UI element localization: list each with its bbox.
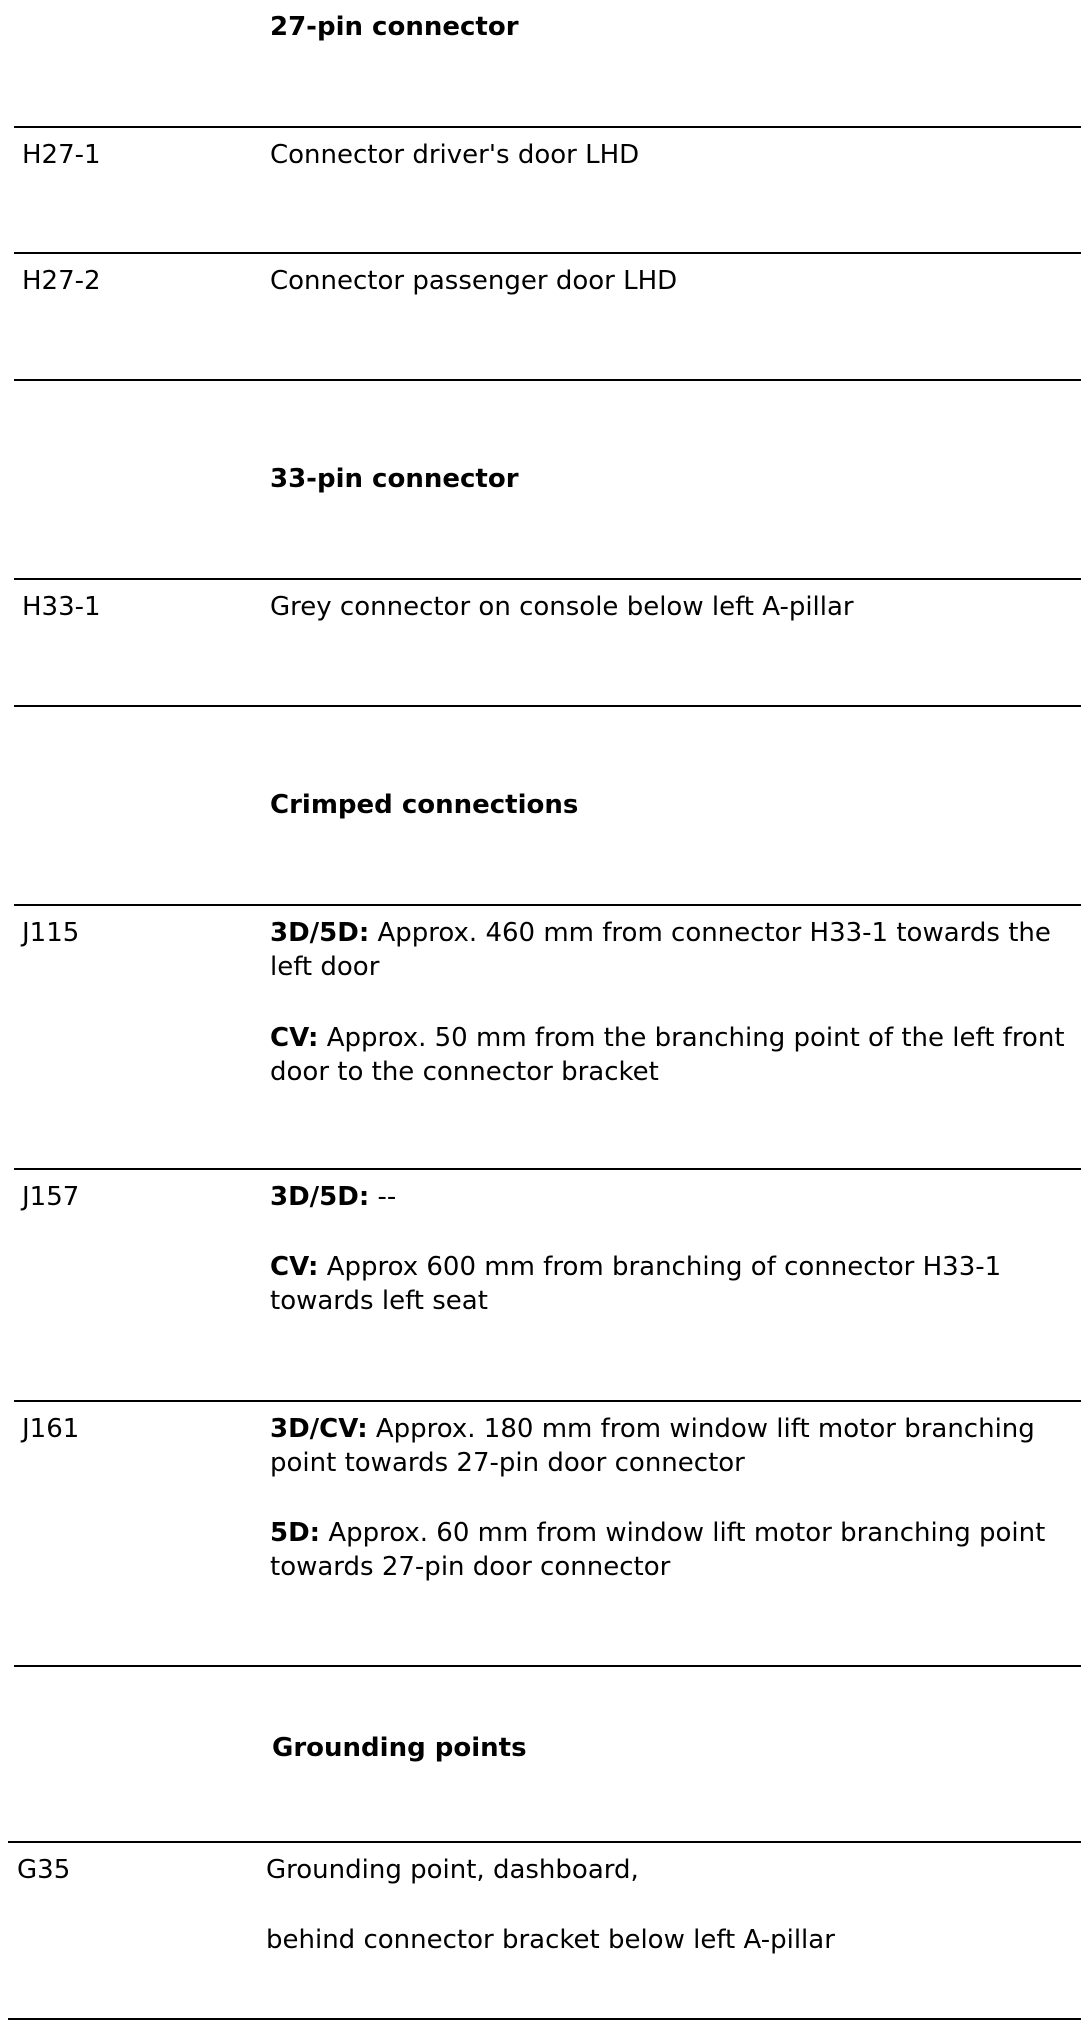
divider bbox=[14, 379, 1081, 381]
variant-label: 3D/5D: bbox=[270, 918, 370, 948]
description-line: Grounding point, dashboard, bbox=[266, 1855, 639, 1885]
variant-text: Approx. 460 mm from connector H33-1 towards the left door bbox=[270, 918, 1051, 982]
variant-note bbox=[270, 1412, 1078, 1480]
divider bbox=[14, 578, 1081, 580]
divider bbox=[14, 1168, 1081, 1170]
variant-text: -- bbox=[369, 1182, 397, 1212]
variant-text: Approx. 50 mm from the branching point of the left front door to the connector bracket bbox=[270, 1023, 1065, 1087]
row-code-j115: J115 bbox=[22, 918, 80, 948]
divider bbox=[14, 705, 1081, 707]
variant-text: Approx. 180 mm from window lift motor branching point towards 27-pin door connector bbox=[270, 1414, 1035, 1478]
variant-note bbox=[270, 916, 1078, 984]
row-description-h27-1: Connector driver's door LHD bbox=[270, 140, 640, 170]
section-heading-27-pin: 27-pin connector bbox=[270, 12, 519, 42]
divider bbox=[8, 1841, 1081, 1843]
divider bbox=[14, 1665, 1081, 1667]
variant-label: 3D/5D: bbox=[270, 1182, 370, 1212]
row-description-j161 bbox=[270, 1412, 1078, 1584]
row-description-j115 bbox=[270, 916, 1078, 1089]
description-line: behind connector bracket below left A-pillar bbox=[266, 1925, 835, 1955]
divider bbox=[14, 1400, 1081, 1402]
divider bbox=[14, 252, 1081, 254]
row-description-h33-1: Grey connector on console below left A-pillar bbox=[270, 592, 854, 622]
divider bbox=[14, 126, 1081, 128]
section-heading-33-pin: 33-pin connector bbox=[270, 464, 519, 494]
row-code-g35: G35 bbox=[17, 1855, 71, 1885]
variant-note bbox=[270, 1516, 1078, 1584]
variant-note bbox=[270, 1250, 1078, 1318]
variant-text: Approx 600 mm from branching of connector H33-1 towards left seat bbox=[270, 1252, 1002, 1316]
variant-text: Approx. 60 mm from window lift motor branching point towards 27-pin door connector bbox=[270, 1518, 1046, 1582]
divider bbox=[14, 904, 1081, 906]
variant-label: 3D/CV: bbox=[270, 1414, 368, 1444]
section-heading-crimped: Crimped connections bbox=[270, 790, 579, 820]
row-description-j157 bbox=[270, 1180, 1078, 1318]
row-code-h27-1: H27-1 bbox=[22, 140, 101, 170]
row-description-h27-2: Connector passenger door LHD bbox=[270, 266, 678, 296]
row-code-j157: J157 bbox=[22, 1182, 80, 1212]
variant-label: CV: bbox=[270, 1023, 319, 1053]
divider bbox=[8, 2018, 1081, 2020]
row-code-h27-2: H27-2 bbox=[22, 266, 101, 296]
variant-note bbox=[270, 1180, 1078, 1214]
section-heading-grounding: Grounding points bbox=[272, 1733, 527, 1763]
row-description-g35 bbox=[266, 1853, 1074, 1957]
row-code-j161: J161 bbox=[22, 1414, 80, 1444]
variant-note bbox=[270, 1021, 1078, 1089]
variant-label: CV: bbox=[270, 1252, 319, 1282]
variant-label: 5D: bbox=[270, 1518, 321, 1548]
row-code-h33-1: H33-1 bbox=[22, 592, 101, 622]
